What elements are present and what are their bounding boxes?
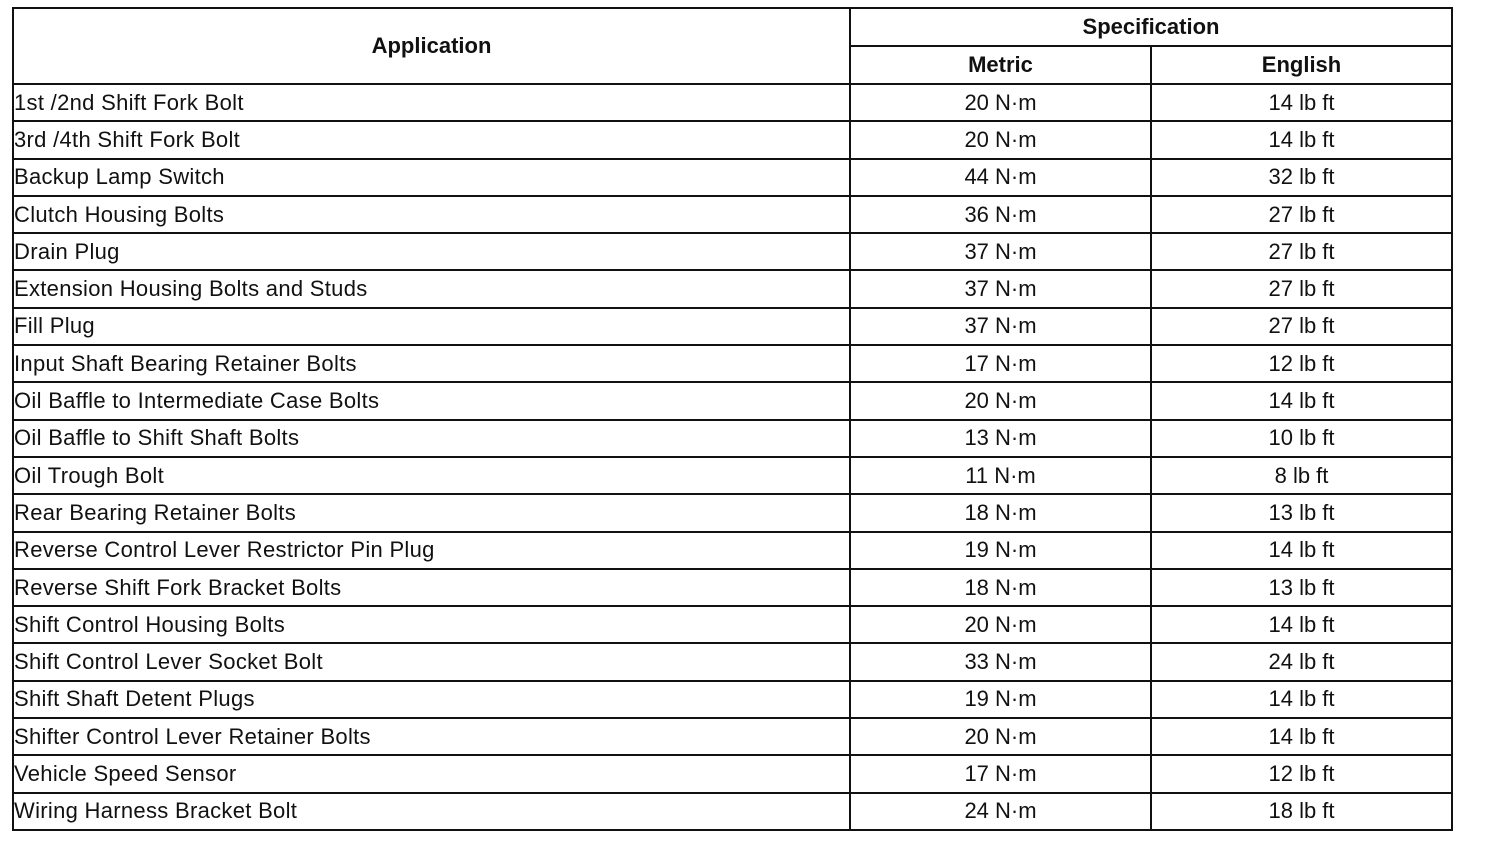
metric-value-cell: 13 N·m [850,420,1151,457]
application-cell: Oil Trough Bolt [13,457,850,494]
table-header [13,8,1452,84]
english-value-cell: 14 lb ft [1151,121,1452,158]
english-header: English [1151,46,1452,84]
english-value-cell: 13 lb ft [1151,569,1452,606]
table-body [13,84,1452,830]
metric-value-cell: 24 N·m [850,793,1151,830]
metric-value-cell: 20 N·m [850,121,1151,158]
metric-value-cell: 36 N·m [850,196,1151,233]
application-cell: Shift Control Lever Socket Bolt [13,643,850,680]
english-value-cell: 14 lb ft [1151,382,1452,419]
application-cell: Input Shaft Bearing Retainer Bolts [13,345,850,382]
application-header: Application [13,8,850,84]
application-cell: 1st /2nd Shift Fork Bolt [13,84,850,121]
application-cell: Fill Plug [13,308,850,345]
metric-value-cell: 20 N·m [850,382,1151,419]
application-cell: Backup Lamp Switch [13,159,850,196]
metric-value-cell: 19 N·m [850,681,1151,718]
application-cell: Vehicle Speed Sensor [13,755,850,792]
english-value-cell: 14 lb ft [1151,532,1452,569]
table-row [13,420,1452,457]
english-value-cell: 27 lb ft [1151,196,1452,233]
metric-value-cell: 33 N·m [850,643,1151,680]
english-value-cell: 27 lb ft [1151,308,1452,345]
metric-value-cell: 17 N·m [850,345,1151,382]
metric-value-cell: 44 N·m [850,159,1151,196]
english-value-cell: 14 lb ft [1151,606,1452,643]
english-value-cell: 32 lb ft [1151,159,1452,196]
table-row [13,718,1452,755]
table-row [13,121,1452,158]
table-row [13,382,1452,419]
table-row [13,196,1452,233]
table-row [13,532,1452,569]
metric-value-cell: 18 N·m [850,569,1151,606]
metric-value-cell: 37 N·m [850,233,1151,270]
metric-value-cell: 17 N·m [850,755,1151,792]
english-value-cell: 12 lb ft [1151,755,1452,792]
application-cell: Extension Housing Bolts and Studs [13,270,850,307]
metric-value-cell: 37 N·m [850,308,1151,345]
english-value-cell: 12 lb ft [1151,345,1452,382]
table-row [13,569,1452,606]
english-value-cell: 27 lb ft [1151,270,1452,307]
english-value-cell: 18 lb ft [1151,793,1452,830]
table-row [13,457,1452,494]
table-row [13,606,1452,643]
application-cell: Shift Control Housing Bolts [13,606,850,643]
table-row [13,793,1452,830]
table-row [13,308,1452,345]
english-value-cell: 13 lb ft [1151,494,1452,531]
application-cell: Oil Baffle to Shift Shaft Bolts [13,420,850,457]
specification-header: Specification [850,8,1452,46]
english-value-cell: 14 lb ft [1151,718,1452,755]
fastener-torque-specification-table [12,7,1453,831]
table-row [13,159,1452,196]
english-value-cell: 14 lb ft [1151,84,1452,121]
application-cell: Drain Plug [13,233,850,270]
english-value-cell: 10 lb ft [1151,420,1452,457]
metric-value-cell: 18 N·m [850,494,1151,531]
metric-value-cell: 20 N·m [850,718,1151,755]
english-value-cell: 14 lb ft [1151,681,1452,718]
metric-value-cell: 37 N·m [850,270,1151,307]
table-row [13,494,1452,531]
application-cell: Oil Baffle to Intermediate Case Bolts [13,382,850,419]
application-cell: Reverse Control Lever Restrictor Pin Plug [13,532,850,569]
metric-value-cell: 11 N·m [850,457,1151,494]
table-row [13,84,1452,121]
table-row [13,681,1452,718]
application-cell: Shift Shaft Detent Plugs [13,681,850,718]
application-cell: Shifter Control Lever Retainer Bolts [13,718,850,755]
metric-value-cell: 20 N·m [850,84,1151,121]
application-cell: 3rd /4th Shift Fork Bolt [13,121,850,158]
english-value-cell: 27 lb ft [1151,233,1452,270]
header-row-top [13,8,1452,46]
table-row [13,755,1452,792]
english-value-cell: 24 lb ft [1151,643,1452,680]
application-cell: Wiring Harness Bracket Bolt [13,793,850,830]
metric-header: Metric [850,46,1151,84]
application-cell: Clutch Housing Bolts [13,196,850,233]
table-row [13,643,1452,680]
application-cell: Rear Bearing Retainer Bolts [13,494,850,531]
english-value-cell: 8 lb ft [1151,457,1452,494]
metric-value-cell: 19 N·m [850,532,1151,569]
metric-value-cell: 20 N·m [850,606,1151,643]
table-row [13,270,1452,307]
table-row [13,233,1452,270]
table-row [13,345,1452,382]
application-cell: Reverse Shift Fork Bracket Bolts [13,569,850,606]
